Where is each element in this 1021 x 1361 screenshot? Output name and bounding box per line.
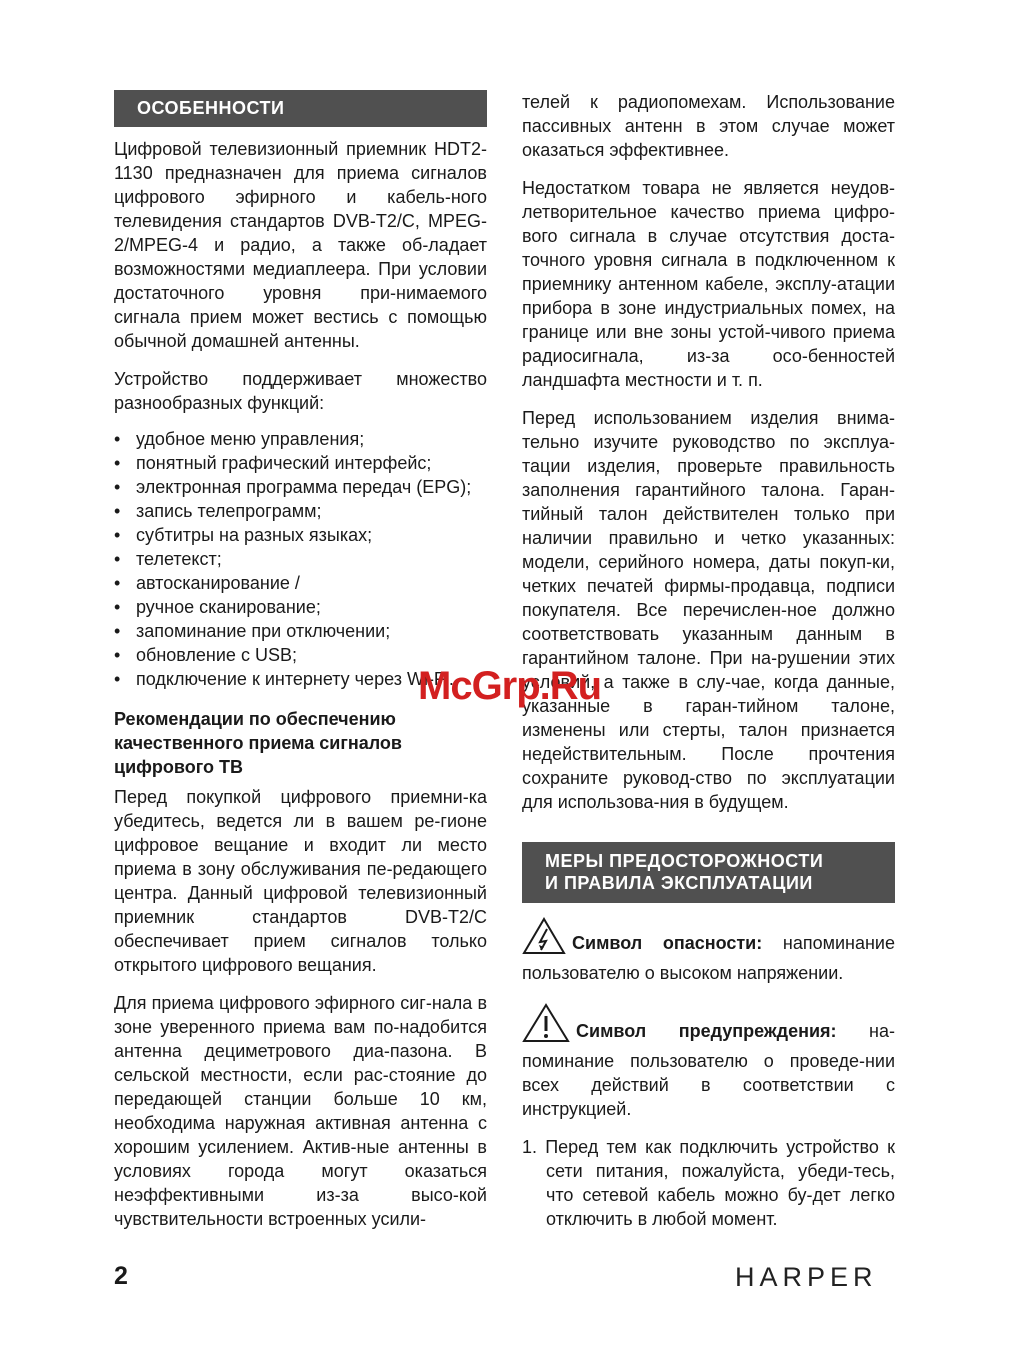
heading-line-2: И ПРАВИЛА ЭКСПЛУАТАЦИИ (545, 873, 813, 893)
safety-list (522, 1135, 895, 1231)
section-heading-precautions (522, 842, 895, 903)
features-intro: Устройство поддерживает множество разнообразных функций: (114, 369, 487, 413)
section-heading-features: ОСОБЕННОСТИ (114, 90, 487, 127)
list-item: • удобное меню управления; (114, 427, 487, 451)
list-item: • понятный графический интерфейс; (114, 451, 487, 475)
warranty-paragraph: Перед использованием изделия внима-тельно изучите руководство по эксплуа-тации изделия, проверьте правильность заполнения гарантийного талона. Гаран-тийный талон действителен только при наличии правильно и четко указанных: модели, серийного номера, даты покуп-ки, четких печатей фирмы-продавца, подписи покупателя. Все перечислен-ное должно соответствовать указанным данным в гарантийном талоне. При на-рушении этих условий, а также в слу-чае, когда данные, указанные в гаран-тийном талоне, изменены или стерты, талон признается недействительным. После прочтения сохраните руковод-ство по эксплуатации для использова-ния в будущем. (522, 408, 895, 812)
exclamation-warning-icon (522, 1003, 570, 1049)
list-item: • запись телепрограмм; (114, 499, 487, 523)
list-item: • подключение к интернету через Wi-Fi. (114, 667, 487, 691)
list-item: • обновление с USB; (114, 643, 487, 667)
intro-paragraph: Цифровой телевизионный приемник HDT2-1130 предназначен для приема сигналов цифрового эфирного и кабель-ного телевидения стандартов DVB-T2/C, MPEG-2/MPEG-4 и радио, а также об-ладает возможностями медиаплеера. При условии достаточного уровня при-нимаемого сигнала прием может вестись с помощью обычной домашней антенны. (114, 139, 487, 351)
list-item: • автосканирование / (114, 571, 487, 595)
warning-symbol-text: на-поминание пользователю о проведе-нии всех действий в соответствии с инструкцией. (522, 1021, 896, 1119)
page-number: 2 (114, 1262, 128, 1290)
defect-paragraph: Недостатком товара не является неудов-летворительное качество приема цифро-вого сигнала в случае отсутствия доста-точного уровня сигнала в подключенном к приемнику антенном кабеле, эксплу-атации прибора в зоне индустриальных помех, на границе или вне зоны устой-чивого приема радиосигнала, из-за осо-бенностей ландшафта местности и т. п. (522, 178, 895, 390)
list-item: • запоминание при отключении; (114, 619, 487, 643)
warning-symbol-label: Символ предупреждения: (576, 1021, 837, 1041)
continued-paragraph: телей к радиопомехам. Использование пассивных антенн в этом случае может оказаться эффективнее. (522, 92, 895, 160)
list-item: • телетекст; (114, 547, 487, 571)
danger-symbol-paragraph (522, 917, 895, 985)
recommendations-paragraph-2: Для приема цифрового эфирного сиг-нала в зоне уверенного приема вам по-надобится антенна дециметрового диа-пазона. В сельской местности, если рас-стояние до передающей станции больше 10 км, необходима наружная активная антенна с хорошим усилением. Актив-ные антенны в условиях города могут оказаться неэффективными из-за высо-кой чувствительности встроенных усили- (114, 993, 487, 1229)
recommendations-paragraph-1: Перед покупкой цифрового приемни-ка убедитесь, ведется ли в вашем ре-гионе цифровое вещание и входит ли место приема в зону обслуживания пе-редающего центра. Данный цифровой телевизионный приемник стандартов DVB-T2/C обеспечивает прием сигналов только открытого цифрового вещания. (114, 787, 487, 975)
recommendations-subheading: Рекомендации по обеспечению качественного приема сигналов цифрового ТВ (114, 709, 402, 777)
list-item: • ручное сканирование; (114, 595, 487, 619)
features-list (114, 427, 487, 691)
danger-symbol-label: Символ опасности: (572, 933, 763, 953)
heading-line-1: МЕРЫ ПРЕДОСТОРОЖНОСТИ (545, 851, 824, 871)
brand-logo: HARPER (735, 1262, 878, 1292)
danger-symbol-text: напоминание пользователю о высоком напряжении. (522, 933, 895, 983)
high-voltage-warning-icon (522, 917, 566, 961)
right-column (522, 90, 895, 1231)
list-item: • электронная программа передач (EPG); (114, 475, 487, 499)
watermark-logo: McGrp.Ru (418, 664, 602, 708)
warning-symbol-paragraph (522, 1003, 895, 1121)
list-item: • субтитры на разных языках; (114, 523, 487, 547)
left-column (114, 90, 487, 1231)
list-item: 1. Перед тем как подключить устройство к сети питания, пожалуйста, убеди-тесь, что сетевой кабель можно бу-дет легко отключить в любой момент. (522, 1137, 895, 1229)
